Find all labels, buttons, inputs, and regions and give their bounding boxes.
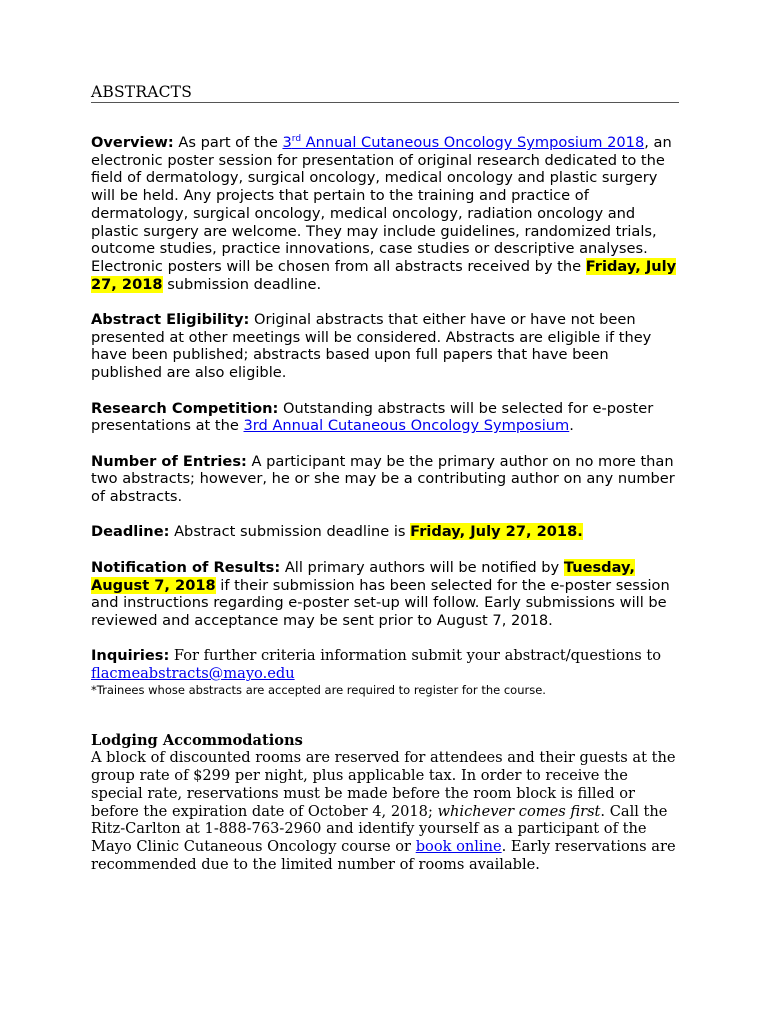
deadline-text: Abstract submission deadline is	[169, 523, 411, 541]
document-page	[91, 84, 679, 873]
competition-label: Research Competition:	[91, 399, 279, 417]
lodging-text-2: . Call the Ritz-Carlton at 1-888-763-2960 and identify yourself as a participant of the Mayo Clinic Cutaneous Oncology course or	[91, 802, 668, 855]
symposium-link-number: 3	[282, 134, 292, 151]
notification-paragraph	[91, 559, 679, 630]
overview-paragraph	[91, 134, 679, 293]
overview-deadline-highlight: Friday, July 27, 2018	[91, 257, 677, 293]
lodging-paragraph	[91, 749, 679, 873]
competition-text-2: .	[569, 417, 574, 435]
lodging-text-3: . Early reservations are recommended due to the limited number of rooms available.	[91, 837, 676, 873]
symposium-link[interactable]	[282, 134, 644, 151]
lodging-title-text: Lodging Accommodations	[91, 731, 303, 749]
eligibility-paragraph	[91, 311, 679, 382]
book-online-link[interactable]: book online	[415, 837, 502, 855]
section-spacer	[91, 698, 679, 732]
competition-text-1: Outstanding abstracts will be selected for e-poster presentations at the	[91, 399, 654, 435]
lodging-italic: whichever comes first	[437, 802, 601, 820]
page-title: ABSTRACTS	[91, 84, 679, 103]
overview-text-1: As part of the	[173, 134, 283, 151]
symposium-link-text: Annual Cutaneous Oncology Symposium 2018	[301, 134, 645, 151]
eligibility-text: Original abstracts that either have or have not been presented at other meetings will be considered. Abstracts are eligible if they have been published; abstracts based upon full papers that have been published are also eligible.	[91, 311, 652, 382]
eligibility-label: Abstract Eligibility:	[91, 311, 250, 329]
inquiries-label: Inquiries:	[91, 647, 170, 665]
overview-text-2: , an electronic poster session for presentation of original research dedicated to the field of dermatology, surgical oncology, medical oncology and plastic surgery will be held. Any projects that pertain to the training and practice of dermatology, surgical oncology, medical oncology, radiation oncology and plastic surgery are welcome. They may include guidelines, randomized trials, outcome studies, practice innovations, case studies or descriptive analyses. Electronic posters will be chosen from all abstracts received by the	[91, 134, 672, 275]
competition-symposium-link[interactable]: 3rd Annual Cutaneous Oncology Symposium	[243, 417, 570, 435]
inquiries-paragraph	[91, 647, 679, 682]
deadline-highlight: Friday, July 27, 2018.	[410, 523, 583, 541]
deadline-label: Deadline:	[91, 523, 170, 541]
lodging-title	[91, 732, 679, 750]
inquiries-text: For further criteria information submit your abstract/questions to	[169, 647, 662, 665]
lodging-text-1: A block of discounted rooms are reserved for attendees and their guests at the group rate of $299 per night, plus applicable tax. In order to receive the special rate, reservations must be made before the room block is filled or before the expiration date of October 4, 2018;	[91, 749, 676, 820]
overview-text-3: submission deadline.	[162, 275, 322, 293]
notification-text-2: if their submission has been selected for the e-poster session and instructions regarding e-poster set-up will follow. Early submissions will be reviewed and acceptance may be sent prior to August 7, 2018.	[91, 576, 670, 629]
overview-label: Overview:	[91, 134, 174, 151]
entries-paragraph	[91, 453, 679, 506]
notification-date-highlight: Tuesday, August 7, 2018	[91, 558, 635, 594]
deadline-paragraph	[91, 523, 679, 541]
inquiries-email-link[interactable]: flacmeabstracts@mayo.edu	[91, 665, 295, 682]
entries-label: Number of Entries:	[91, 452, 247, 470]
notification-label: Notification of Results:	[91, 558, 281, 576]
symposium-link-sup: rd	[291, 134, 302, 145]
entries-text: A participant may be the primary author on no more than two abstracts; however, he or she may be a contributing author on any number of abstracts.	[91, 452, 675, 506]
notification-text-1: All primary authors will be notified by	[280, 558, 564, 576]
trainee-note: *Trainees whose abstracts are accepted are required to register for the course.	[91, 682, 546, 697]
competition-paragraph	[91, 400, 679, 435]
